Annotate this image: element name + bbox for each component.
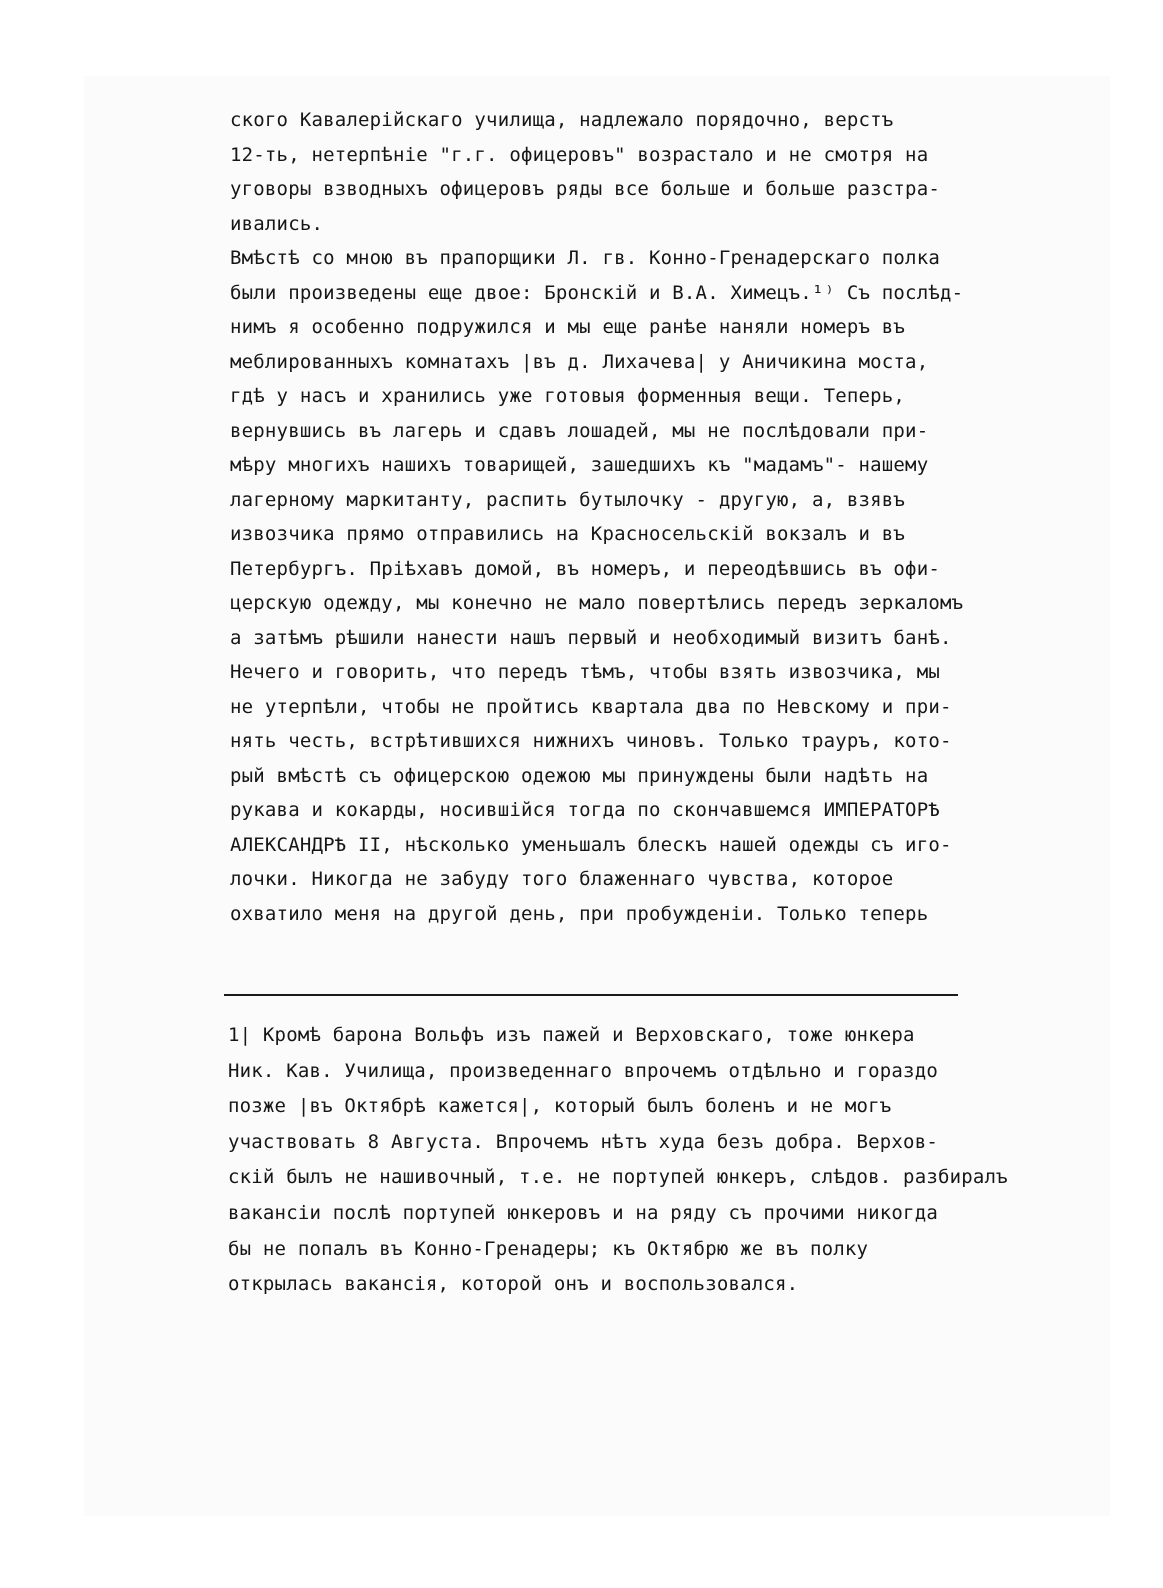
text-line: ивались.	[230, 212, 324, 235]
text-line: АЛЕКСАНДРѢ II, нѣсколько уменьшалъ блескъ нашей одежды съ иго-	[230, 833, 952, 856]
text-line: охватило меня на другой день, при пробужденiи. Только теперь	[230, 902, 929, 925]
footnote-line: бы не попалъ въ Конно-Гренадеры; къ Октябрю же въ полку	[228, 1237, 869, 1260]
footnote-line: Ник. Кав. Училища, произведеннаго впрочемъ отдѣльно и гораздо	[228, 1059, 938, 1082]
text-line: извозчика прямо отправились на Красносельскiй вокзалъ и въ	[230, 523, 906, 545]
text-line: вернувшись въ лагерь и сдавъ лошадей, мы не послѣдовали при-	[230, 419, 929, 442]
footnote-line: позже |въ Октябрѣ кажется|, который былъ боленъ и не могъ	[228, 1095, 892, 1118]
text-line: меблированныхъ комнатахъ |въ д. Лихачева| у Аничикина моста,	[230, 350, 929, 373]
text-line: гдѣ у насъ и хранились уже готовыя форменныя вещи. Теперь,	[230, 385, 906, 407]
text-line: Вмѣстѣ со мною въ прапорщики Л. гв. Конно-Гренадерскаго полка	[230, 247, 940, 269]
text-line: нять честь, встрѣтившихся нижнихъ чиновъ. Только трауръ, кото-	[230, 730, 952, 752]
footnote-line: открылась вакансiя, которой онъ и воспользовался.	[228, 1273, 799, 1296]
text-line: нимъ я особенно подружился и мы еще ранѣе наняли номеръ въ	[230, 316, 906, 338]
footnote-divider	[224, 994, 958, 996]
text-line: Нечего и говорить, что передъ тѣмъ, чтобы взять извозчика, мы	[230, 661, 940, 683]
footnote-line: вакансiи послѣ портупей юнкеровъ и на ряду съ прочими никогда	[228, 1201, 938, 1224]
text-line: Петербургъ. Прiѣхавъ домой, въ номеръ, и переодѣвшись въ офи-	[230, 557, 940, 580]
text-line: не утерпѣли, чтобы не пройтись квартала два по Невскому и при-	[230, 695, 952, 718]
footnote	[228, 1018, 1008, 1303]
text-line: мѣру многихъ нашихъ товарищей, зашедшихъ къ "мадамъ"- нашему	[230, 454, 929, 476]
text-line: рукава и кокарды, носившiйся тогда по скончавшемся ИМПЕРАТОРѢ	[230, 799, 940, 821]
text-line: лочки. Никогда не забуду того блаженнаго чувства, которое	[230, 868, 894, 890]
text-line: уговоры взводныхъ офицеровъ ряды все больше и больше разстра-	[230, 178, 940, 200]
text-line: 12-ть, нетерпѣнiе "г.г. офицеровъ" возрастало и не смотря на	[230, 143, 929, 166]
footnote-line: скiй былъ не нашивочный, т.е. не портупей юнкеръ, слѣдов. разбиралъ	[228, 1166, 1008, 1189]
text-line: лагерному маркитанту, распить бутылочку - другую, а, взявъ	[230, 488, 906, 511]
text-line: были произведены еще двое: Бронскiй и В.А. Химецъ.¹⁾ Съ послѣд-	[230, 281, 964, 304]
footnote-line: 1| Кромѣ барона Вольфъ изъ пажей и Верховскаго, тоже юнкера	[228, 1024, 915, 1046]
text-line: ского Кавалерiйскаго училища, надлежало порядочно, верстъ	[230, 109, 894, 131]
footnote-line: участвовать 8 Августа. Впрочемъ нѣтъ худа безъ добра. Верхов-	[228, 1130, 938, 1153]
main-text	[230, 103, 990, 931]
text-line: рый вмѣстѣ съ офицерскою одежою мы принуждены были надѣть на	[230, 764, 929, 787]
text-line: церскую одежду, мы конечно не мало повертѣлись передъ зеркаломъ	[230, 592, 964, 614]
text-line: а затѣмъ рѣшили нанести нашъ первый и необходимый визитъ банѣ.	[230, 626, 952, 649]
